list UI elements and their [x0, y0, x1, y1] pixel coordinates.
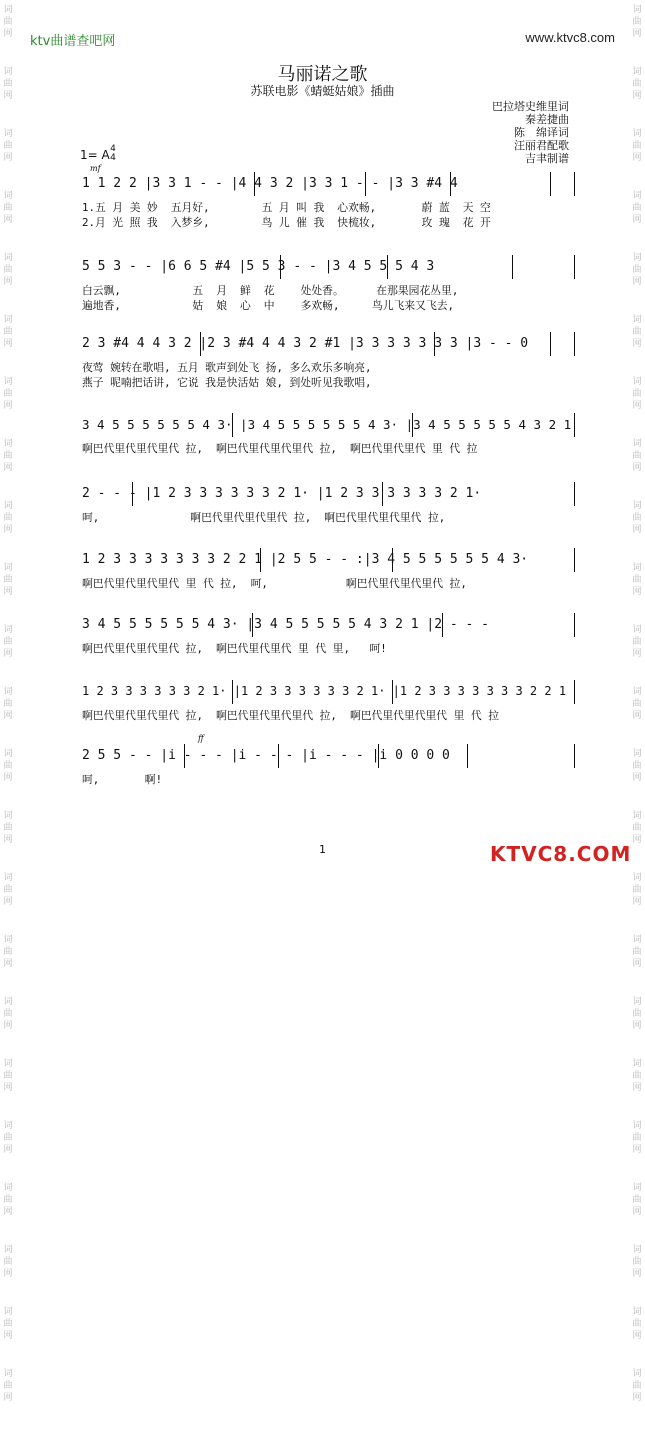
notation-line: 1 2 3 3 3 3 3 3 3 2 2 1 |2 5 5 - - :|3 4 5 5 5 5 5 5 4 3·: [82, 552, 529, 567]
watermark-char: 词: [3, 935, 13, 945]
watermark-char: 曲: [632, 389, 642, 399]
barline: [574, 172, 575, 196]
score-row: [82, 552, 574, 612]
lyric-line: 啊巴代里代里代里代 拉, 啊巴代里代里代 里 代 里, 呵!: [82, 642, 387, 655]
watermark-char: 词: [3, 315, 13, 325]
watermark-group: [2, 1120, 14, 1156]
watermark-char: 曲: [632, 761, 642, 771]
credits: [492, 100, 569, 165]
lyric-line: 啊巴代里代里代里代 里 代 拉, 呵, 啊巴代里代里代里代 拉,: [82, 577, 467, 590]
watermark-char: 词: [632, 563, 642, 573]
credit-composer: 秦差捷曲: [525, 113, 569, 126]
watermark-group: [631, 1306, 643, 1342]
notation-line: 2 - - - |1 2 3 3 3 3 3 3 2 1· |1 2 3 3 3 3 3 3 2 1·: [82, 486, 482, 501]
barline: [232, 413, 233, 437]
watermark-char: 曲: [632, 17, 642, 27]
watermark-char: 词: [3, 1183, 13, 1193]
score-row: [82, 176, 574, 236]
watermark-char: 曲: [3, 327, 13, 337]
watermark-char: 词: [3, 5, 13, 15]
watermark-char: 词: [632, 1059, 642, 1069]
watermark-char: 网: [3, 1393, 13, 1403]
barline: [392, 680, 393, 704]
credit-lyricist: 巴拉塔史维里词: [492, 100, 569, 113]
watermark-char: 网: [632, 401, 642, 411]
watermark-char: 词: [3, 129, 13, 139]
score-row: [82, 748, 574, 808]
watermark-char: 词: [3, 625, 13, 635]
site-logo: KTVC8.COM: [490, 842, 632, 866]
credit-translator: 陈 绵译词: [514, 126, 569, 139]
watermark-group: [2, 562, 14, 598]
watermark-char: 词: [632, 315, 642, 325]
watermark-char: 曲: [632, 451, 642, 461]
watermark-char: 词: [3, 253, 13, 263]
watermark-group: [631, 1182, 643, 1218]
watermark-group: [2, 314, 14, 350]
watermark-char: 网: [3, 277, 13, 287]
watermark-group: [631, 1368, 643, 1404]
watermark-char: 曲: [632, 1381, 642, 1391]
barline: [184, 744, 185, 768]
watermark-char: 网: [632, 29, 642, 39]
watermark-group: [631, 190, 643, 226]
site-url[interactable]: www.ktvc8.com: [525, 30, 615, 45]
watermark-group: [631, 4, 643, 40]
notation-line: 1 1 2 2 |3 3 1 - - |4 4 3 2 |3 3 1 - - |3 3 #4 4: [82, 176, 458, 191]
song-title: 马丽诺之歌: [277, 64, 368, 85]
watermark-group: [631, 934, 643, 970]
watermark-char: 词: [632, 439, 642, 449]
watermark-char: 曲: [3, 79, 13, 89]
watermark-group: [2, 810, 14, 846]
barline: [574, 744, 575, 768]
watermark-char: 网: [632, 525, 642, 535]
barline: [512, 255, 513, 279]
watermark-char: 网: [3, 897, 13, 907]
barline: [550, 332, 551, 356]
barline: [574, 255, 575, 279]
watermark-char: 网: [632, 835, 642, 845]
barline: [232, 680, 233, 704]
watermark-char: 网: [632, 1331, 642, 1341]
watermark-char: 曲: [3, 1381, 13, 1391]
watermark-group: [631, 624, 643, 660]
barline: [254, 172, 255, 196]
watermark-group: [2, 1058, 14, 1094]
notation-line: 1 2 3 3 3 3 3 3 2 1· |1 2 3 3 3 3 3 3 2 1· |1 2 3 3 3 3 3 3 3 2 2 1: [82, 684, 567, 698]
watermark-char: 网: [632, 1393, 642, 1403]
watermark-char: 网: [632, 711, 642, 721]
barline: [574, 482, 575, 506]
watermark-group: [2, 252, 14, 288]
watermark-char: 词: [632, 811, 642, 821]
watermark-char: 网: [3, 215, 13, 225]
watermark-char: 网: [3, 711, 13, 721]
watermark-char: 网: [632, 215, 642, 225]
watermark-char: 曲: [3, 1133, 13, 1143]
watermark-char: 曲: [3, 1319, 13, 1329]
watermark-char: 网: [632, 587, 642, 597]
dynamic-mf: mf: [90, 164, 101, 173]
watermark-group: [2, 4, 14, 40]
watermark-char: 词: [3, 1059, 13, 1069]
watermark-char: 词: [3, 1121, 13, 1131]
barline: [392, 548, 393, 572]
watermark-group: [2, 1244, 14, 1280]
barline: [434, 332, 435, 356]
watermark-char: 曲: [632, 79, 642, 89]
barline: [365, 172, 366, 196]
watermark-char: 网: [3, 525, 13, 535]
watermark-char: 网: [632, 1083, 642, 1093]
watermark-char: 词: [632, 501, 642, 511]
credit-arranger: 汪丽君配歌: [514, 139, 569, 152]
barline: [200, 332, 201, 356]
watermark-char: 曲: [3, 823, 13, 833]
watermark-char: 网: [3, 339, 13, 349]
time-sig-bottom: 4: [110, 153, 116, 163]
watermark-char: 曲: [632, 699, 642, 709]
watermark-char: 词: [632, 191, 642, 201]
lyric-line: 2.月 光 照 我 入梦乡, 鸟 儿 催 我 快梳妆, 玫 瑰 花 开: [82, 216, 491, 229]
barline: [574, 332, 575, 356]
watermark-right: [631, 0, 643, 1430]
barline: [450, 172, 451, 196]
score-row: [82, 417, 574, 477]
watermark-group: [631, 376, 643, 412]
watermark-group: [631, 810, 643, 846]
barline: [442, 613, 443, 637]
watermark-char: 曲: [3, 1009, 13, 1019]
watermark-group: [2, 438, 14, 474]
watermark-char: 网: [632, 91, 642, 101]
watermark-group: [2, 1368, 14, 1404]
watermark-char: 曲: [3, 513, 13, 523]
watermark-char: 曲: [632, 823, 642, 833]
barline: [278, 744, 279, 768]
watermark-char: 词: [632, 625, 642, 635]
watermark-group: [2, 1182, 14, 1218]
watermark-char: 曲: [3, 885, 13, 895]
barline: [132, 482, 133, 506]
watermark-char: 网: [3, 587, 13, 597]
watermark-char: 曲: [632, 1133, 642, 1143]
dynamic-ff: ff: [198, 734, 204, 743]
watermark-char: 曲: [632, 575, 642, 585]
watermark-char: 曲: [632, 1257, 642, 1267]
watermark-group: [2, 872, 14, 908]
watermark-group: [2, 128, 14, 164]
watermark-char: 曲: [3, 451, 13, 461]
watermark-char: 曲: [3, 761, 13, 771]
watermark-char: 词: [632, 253, 642, 263]
time-signature: [108, 145, 118, 163]
watermark-group: [631, 1058, 643, 1094]
watermark-char: 曲: [632, 1071, 642, 1081]
watermark-char: 网: [632, 463, 642, 473]
watermark-char: 曲: [632, 265, 642, 275]
watermark-char: 词: [632, 1245, 642, 1255]
score-row: [82, 259, 574, 319]
barline: [382, 482, 383, 506]
watermark-char: 词: [632, 687, 642, 697]
barline: [574, 413, 575, 437]
notation-line: 5 5 3 - - |6 6 5 #4 |5 5 3 - - |3 4 5 5 5 4 3: [82, 259, 435, 274]
watermark-char: 网: [632, 1207, 642, 1217]
lyric-line: 夜莺 婉转在歌唱, 五月 歌声到处飞 扬, 多么欢乐多响亮,: [82, 361, 372, 374]
watermark-group: [2, 1306, 14, 1342]
site-name[interactable]: ktv曲谱查吧网: [30, 34, 116, 49]
watermark-char: 词: [3, 67, 13, 77]
watermark-char: 曲: [3, 265, 13, 275]
score-row: [82, 684, 574, 744]
watermark-char: 词: [3, 1307, 13, 1317]
watermark-char: 曲: [632, 885, 642, 895]
watermark-char: 曲: [3, 637, 13, 647]
lyric-line: 啊巴代里代里代里代 拉, 啊巴代里代里代里代 拉, 啊巴代里代里代里代 里 代 拉: [82, 709, 500, 722]
watermark-char: 网: [632, 153, 642, 163]
song-subtitle: 苏联电影《蜻蜓姑娘》插曲: [250, 84, 395, 98]
watermark-group: [631, 996, 643, 1032]
barline: [378, 744, 379, 768]
lyric-line: 遍地香, 姑 娘 心 中 多欢畅, 鸟儿飞来又飞去,: [82, 299, 455, 312]
watermark-char: 词: [632, 873, 642, 883]
watermark-char: 网: [632, 1269, 642, 1279]
barline: [467, 744, 468, 768]
watermark-char: 曲: [3, 141, 13, 151]
watermark-char: 网: [3, 463, 13, 473]
watermark-char: 网: [3, 1331, 13, 1341]
watermark-char: 网: [3, 1207, 13, 1217]
lyric-line: 啊巴代里代里代里代 拉, 啊巴代里代里代里代 拉, 啊巴代里代里代 里 代 拉: [82, 442, 478, 455]
lyric-line: 燕子 呢喃把话讲, 它说 我是快活姑 娘, 到处听见我歌唱,: [82, 376, 372, 389]
watermark-char: 曲: [3, 699, 13, 709]
barline: [252, 613, 253, 637]
notation-line: 3 4 5 5 5 5 5 5 4 3· |3 4 5 5 5 5 5 5 4 3· |3 4 5 5 5 5 5 4 3 2 1: [82, 417, 572, 432]
barline: [260, 548, 261, 572]
watermark-char: 网: [3, 835, 13, 845]
watermark-char: 曲: [632, 513, 642, 523]
watermark-group: [2, 624, 14, 660]
barline: [574, 548, 575, 572]
watermark-char: 词: [3, 563, 13, 573]
watermark-char: 网: [3, 1145, 13, 1155]
watermark-char: 词: [632, 1183, 642, 1193]
watermark-char: 网: [632, 277, 642, 287]
watermark-char: 曲: [3, 575, 13, 585]
watermark-char: 曲: [632, 1009, 642, 1019]
watermark-char: 网: [3, 29, 13, 39]
watermark-group: [631, 128, 643, 164]
lyric-line: 白云飘, 五 月 鲜 花 处处香。 在那果园花丛里,: [82, 284, 459, 297]
watermark-char: 网: [3, 401, 13, 411]
barline: [412, 413, 413, 437]
watermark-char: 网: [3, 773, 13, 783]
watermark-char: 词: [3, 687, 13, 697]
watermark-group: [631, 1120, 643, 1156]
notation-line: 3 4 5 5 5 5 5 5 4 3· |3 4 5 5 5 5 5 4 3 2 1 |2 - - -: [82, 617, 489, 632]
watermark-char: 词: [3, 439, 13, 449]
watermark-group: [631, 314, 643, 350]
watermark-char: 曲: [3, 1257, 13, 1267]
watermark-char: 词: [3, 501, 13, 511]
watermark-char: 词: [3, 1245, 13, 1255]
watermark-char: 词: [3, 997, 13, 1007]
watermark-char: 词: [632, 749, 642, 759]
barline: [280, 255, 281, 279]
watermark-char: 词: [3, 377, 13, 387]
watermark-char: 网: [632, 959, 642, 969]
watermark-group: [631, 562, 643, 598]
watermark-char: 曲: [632, 327, 642, 337]
watermark-left: [2, 0, 14, 1430]
watermark-char: 曲: [632, 947, 642, 957]
watermark-char: 曲: [3, 389, 13, 399]
watermark-char: 曲: [3, 1071, 13, 1081]
watermark-group: [631, 686, 643, 722]
watermark-group: [2, 500, 14, 536]
watermark-char: 词: [632, 935, 642, 945]
watermark-char: 词: [632, 1307, 642, 1317]
key-signature: 1= A: [80, 148, 110, 162]
watermark-group: [2, 686, 14, 722]
watermark-char: 词: [632, 1369, 642, 1379]
notation-line: 2 5 5 - - |i - - - |i - - - |i - - - |i 0 0 0 0: [82, 748, 450, 763]
credit-transcriber: 吉聿制谱: [525, 152, 569, 165]
barline: [574, 613, 575, 637]
watermark-char: 词: [3, 191, 13, 201]
watermark-char: 词: [3, 749, 13, 759]
notation-line: 2 3 #4 4 4 3 2 |2 3 #4 4 4 3 2 #1 |3 3 3 3 3 3 3 |3 - - 0: [82, 336, 529, 351]
watermark-char: 网: [3, 1021, 13, 1031]
watermark-group: [631, 748, 643, 784]
watermark-char: 词: [632, 5, 642, 15]
watermark-char: 曲: [632, 637, 642, 647]
watermark-char: 曲: [632, 1319, 642, 1329]
watermark-char: 网: [3, 959, 13, 969]
watermark-char: 词: [632, 377, 642, 387]
barline: [387, 255, 388, 279]
watermark-char: 曲: [3, 1195, 13, 1205]
watermark-char: 网: [3, 649, 13, 659]
watermark-char: 曲: [3, 17, 13, 27]
lyric-line: 1.五 月 美 妙 五月好, 五 月 叫 我 心欢畅, 蔚 蓝 天 空: [82, 201, 491, 214]
watermark-char: 网: [3, 91, 13, 101]
watermark-char: 词: [3, 873, 13, 883]
watermark-group: [631, 438, 643, 474]
watermark-group: [631, 872, 643, 908]
watermark-char: 曲: [632, 203, 642, 213]
barline: [550, 172, 551, 196]
watermark-group: [2, 376, 14, 412]
watermark-group: [2, 748, 14, 784]
barline: [574, 680, 575, 704]
watermark-char: 网: [632, 773, 642, 783]
watermark-char: 词: [632, 67, 642, 77]
watermark-group: [631, 500, 643, 536]
watermark-char: 词: [632, 129, 642, 139]
watermark-char: 网: [3, 1083, 13, 1093]
watermark-char: 曲: [3, 203, 13, 213]
watermark-group: [2, 996, 14, 1032]
watermark-char: 网: [632, 339, 642, 349]
watermark-char: 曲: [632, 141, 642, 151]
watermark-char: 词: [3, 811, 13, 821]
watermark-group: [631, 252, 643, 288]
watermark-group: [631, 1244, 643, 1280]
score-row: [82, 617, 574, 677]
watermark-char: 网: [632, 897, 642, 907]
watermark-char: 词: [632, 1121, 642, 1131]
time-sig-top: 4: [110, 144, 116, 154]
watermark-char: 网: [632, 1145, 642, 1155]
watermark-char: 曲: [3, 947, 13, 957]
lyric-line: 呵, 啊!: [82, 773, 163, 786]
page-number: 1: [319, 843, 326, 856]
watermark-char: 网: [3, 1269, 13, 1279]
score-row: [82, 336, 574, 396]
watermark-char: 曲: [632, 1195, 642, 1205]
watermark-char: 网: [632, 1021, 642, 1031]
watermark-char: 词: [632, 997, 642, 1007]
watermark-group: [2, 934, 14, 970]
watermark-char: 网: [3, 153, 13, 163]
lyric-line: 呵, 啊巴代里代里代里代 拉, 啊巴代里代里代里代 拉,: [82, 511, 446, 524]
watermark-char: 网: [632, 649, 642, 659]
watermark-char: 词: [3, 1369, 13, 1379]
score-row: [82, 486, 574, 546]
watermark-group: [2, 190, 14, 226]
